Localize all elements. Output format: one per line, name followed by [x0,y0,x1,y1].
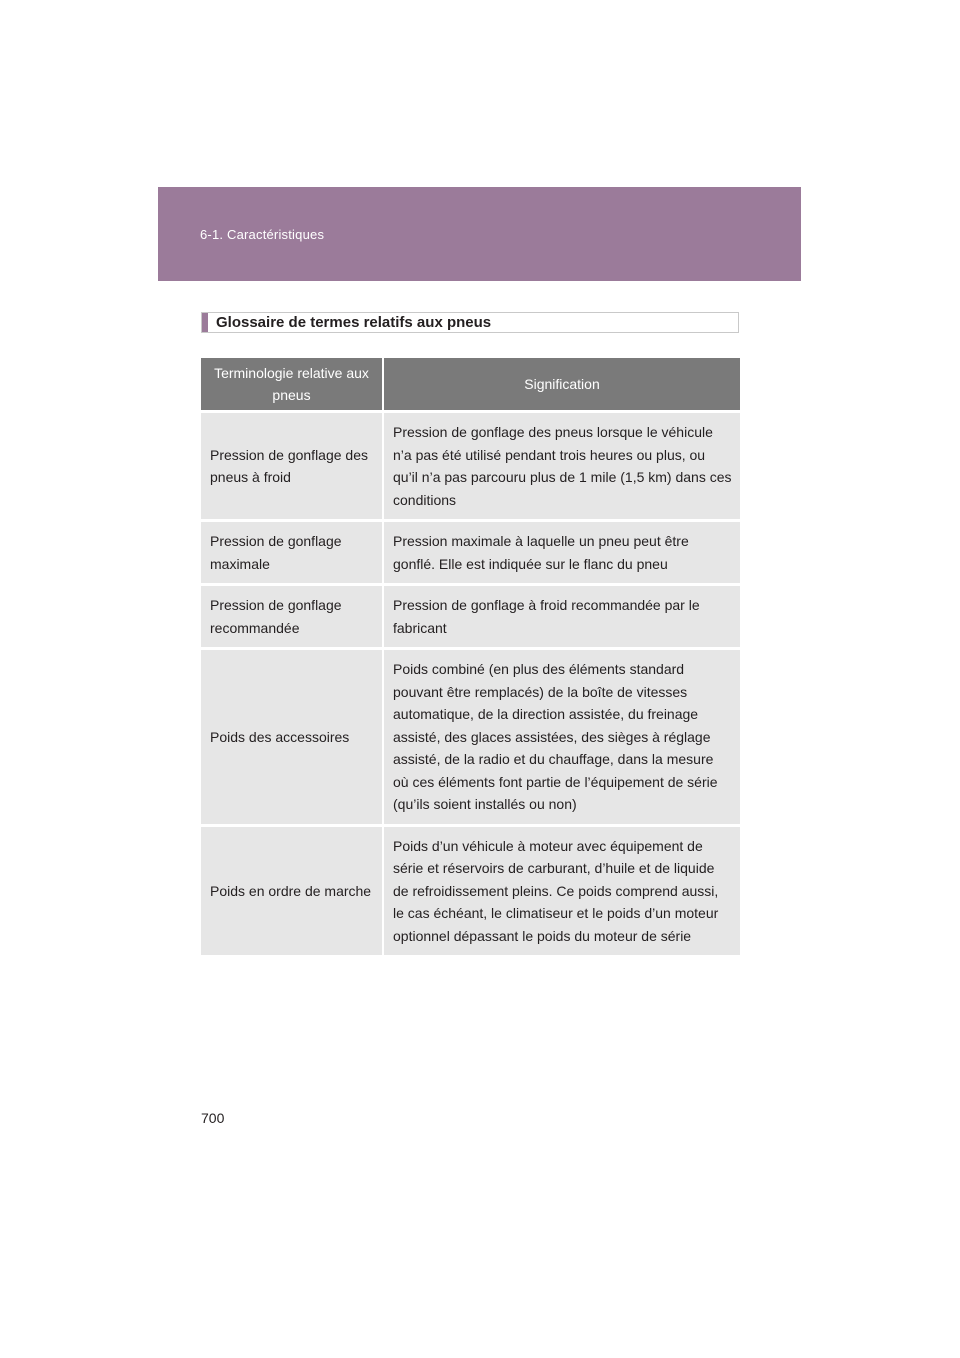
table-header-row [201,358,740,412]
term-cell: Pression de gonflage maximale [201,521,383,585]
tire-glossary-table [201,358,740,955]
section-title-box [201,312,739,333]
chapter-header-band [158,187,801,281]
term-cell: Poids en ordre de marche [201,825,383,955]
term-cell: Poids des accessoires [201,649,383,826]
meaning-cell: Poids combiné (en plus des éléments standard pouvant être remplacés) de la boîte de vitesses automatique, de la direction assistée, du freinage assisté, des glaces assistées, des sièges à réglage assisté, de la radio et du chauffage, dans la mesure où ces éléments font partie de l’équipement de série (qu’ils soient installés ou non) [383,649,740,826]
header-term: Terminologie relative aux pneus [201,358,383,412]
section-title: Glossaire de termes relatifs aux pneus [216,314,492,331]
chapter-title: 6-1. Caractéristiques [200,227,325,242]
table-row [201,649,740,826]
header-meaning: Signification [383,358,740,412]
table-row [201,412,740,521]
term-cell: Pression de gonflage recommandée [201,585,383,649]
table-row [201,585,740,649]
section-accent-bar [202,313,208,332]
page-number: 700 [201,1110,225,1126]
table-row [201,825,740,955]
meaning-cell: Poids d’un véhicule à moteur avec équipement de série et réservoirs de carburant, d’huile et de liquide de refroidissement pleins. Ce poids comprend aussi, le cas échéant, le climatiseur et le poids d’un moteur optionnel dépassant le poids du moteur de série [383,825,740,955]
term-cell: Pression de gonflage des pneus à froid [201,412,383,521]
meaning-cell: Pression de gonflage à froid recommandée par le fabricant [383,585,740,649]
table-row [201,521,740,585]
meaning-cell: Pression maximale à laquelle un pneu peut être gonflé. Elle est indiquée sur le flanc du pneu [383,521,740,585]
meaning-cell: Pression de gonflage des pneus lorsque le véhicule n’a pas été utilisé pendant trois heures ou plus, ou qu’il n’a pas parcouru plus de 1 mile (1,5 km) dans ces conditions [383,412,740,521]
